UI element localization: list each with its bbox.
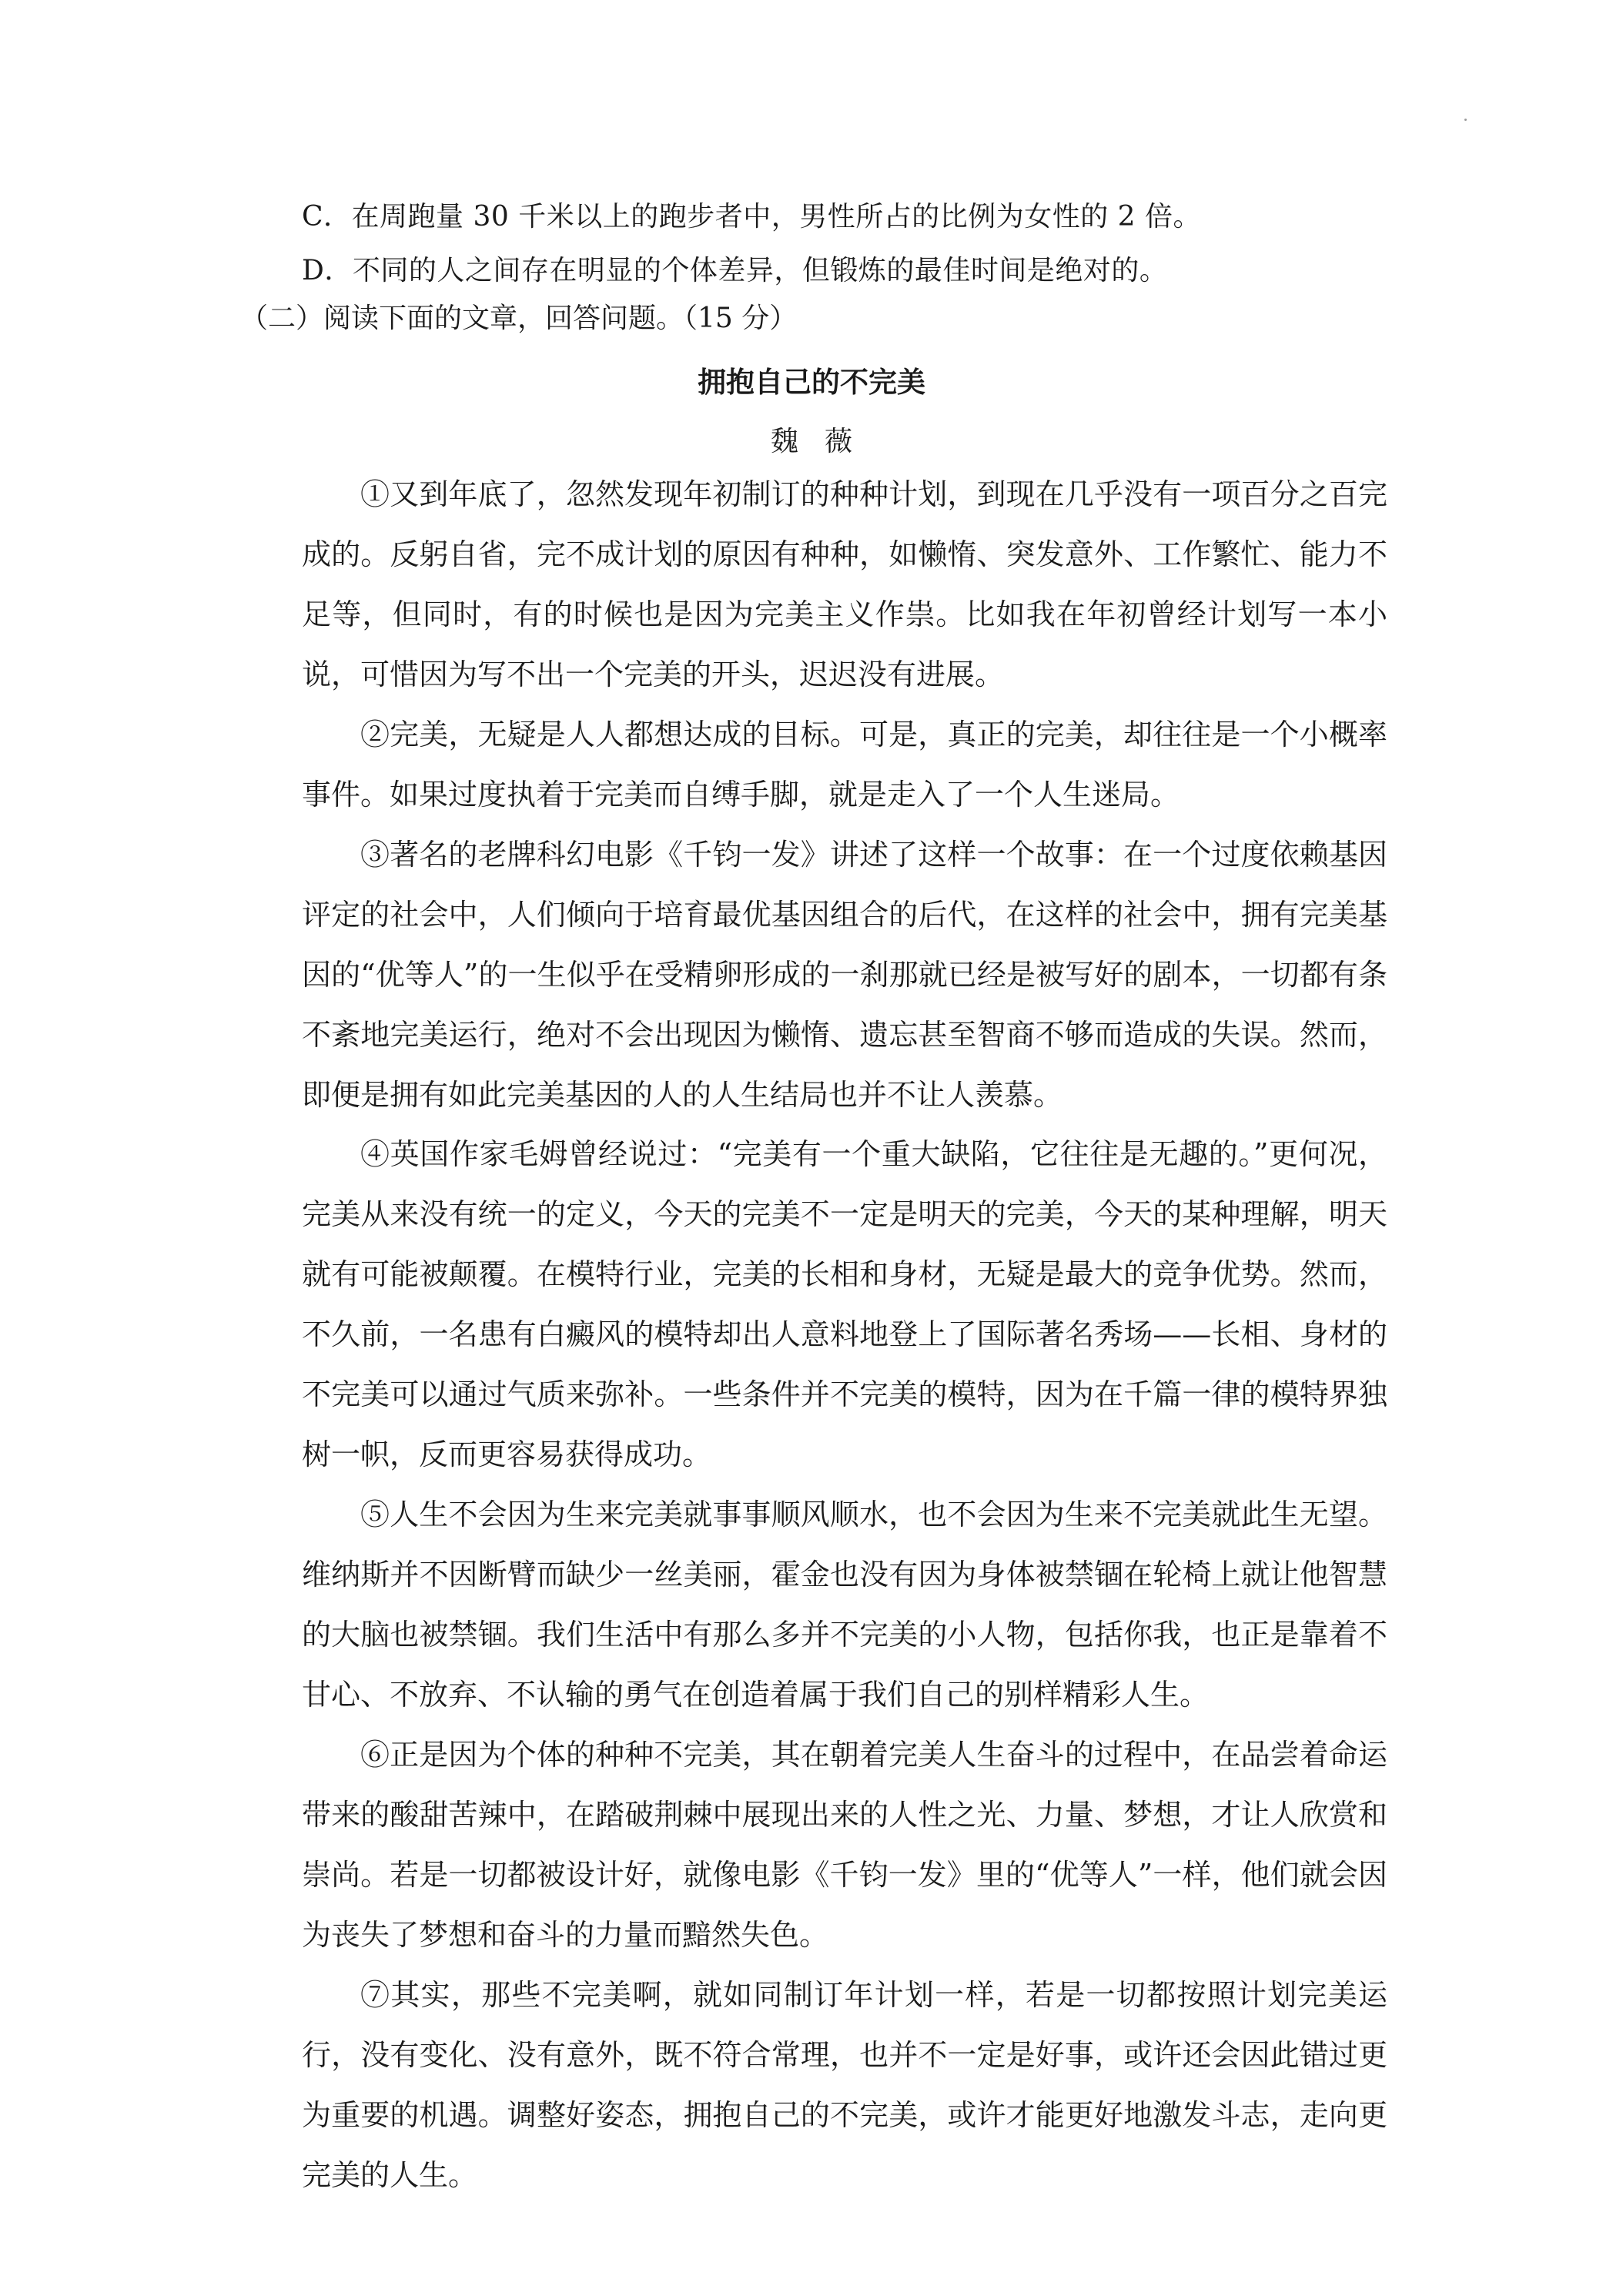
option-c: C．在周跑量 30 千米以上的跑步者中，男性所占的比例为女性的 2 倍。 — [302, 201, 1202, 233]
paragraph-7: ⑦其实，那些不完美啊，就如同制订年计划一样，若是一切都按照计划完美运行，没有变化、没有意外，既不符合常理，也并不一定是好事，或许还会因此错过更为重要的机遇。调整好姿态，拥抱自己的不完美，或许才能更好地激发斗志，走向更完美的人生。 — [302, 1978, 1387, 2192]
section-header: （二）阅读下面的文章，回答问题。（15 分） — [240, 303, 798, 334]
article-author: 魏薇 — [770, 426, 878, 457]
paragraph-4: ④英国作家毛姆曾经说过：“完美有一个重大缺陷，它往往是无趣的。”更何况，完美从来没有统一的定义，今天的完美不一定是明天的完美，今天的某种理解，明天就有可能被颠覆。在模特行业，完美的长相和身材，无疑是最大的竞争优势。然而，不久前，一名患有白癜风的模特却出人意料地登上了国际著名秀场——长相、身材的不完美可以通过气质来弥补。一些条件并不完美的模特，因为在千篇一律的模特界独树一帜，反而更容易获得成功。 — [302, 1137, 1387, 1471]
paragraph-6: ⑥正是因为个体的种种不完美，其在朝着完美人生奋斗的过程中，在品尝着命运带来的酸甜苦辣中，在踏破荆棘中展现出来的人性之光、力量、梦想，才让人欣赏和崇尚。若是一切都被设计好，就像电影《千钧一发》里的“优等人”一样，他们就会因为丧失了梦想和奋斗的力量而黯然失色。 — [302, 1738, 1387, 1952]
paragraph-2: ②完美，无疑是人人都想达成的目标。可是，真正的完美，却往往是一个小概率事件。如果过度执着于完美而自缚手脚，就是走入了一个人生迷局。 — [302, 718, 1387, 812]
scan-speck — [1464, 119, 1467, 121]
article-title: 拥抱自己的不完美 — [698, 366, 925, 399]
paragraph-3: ③著名的老牌科幻电影《千钧一发》讲述了这样一个故事：在一个过度依赖基因评定的社会中，人们倾向于培育最优基因组合的后代，在这样的社会中，拥有完美基因的“优等人”的一生似乎在受精卵形成的一刹那就已经是被写好的剧本，一切都有条不紊地完美运行，绝对不会出现因为懒惰、遗忘甚至智商不够而造成的失误。然而，即便是拥有如此完美基因的人的人生结局也并不让人羡慕。 — [302, 838, 1387, 1112]
paragraph-1: ①又到年底了，忽然发现年初制订的种种计划，到现在几乎没有一项百分之百完成的。反躬自省，完不成计划的原因有种种，如懒惰、突发意外、工作繁忙、能力不足等，但同时，有的时候也是因为完美主义作祟。比如我在年初曾经计划写一本小说，可惜因为写不出一个完美的开头，迟迟没有进展。 — [302, 477, 1387, 691]
option-d: D．不同的人之间存在明显的个体差异，但锻炼的最佳时间是绝对的。 — [302, 255, 1168, 286]
paragraph-5: ⑤人生不会因为生来完美就事事顺风顺水，也不会因为生来不完美就此生无望。维纳斯并不因断臂而缺少一丝美丽，霍金也没有因为身体被禁锢在轮椅上就让他智慧的大脑也被禁锢。我们生活中有那么多并不完美的小人物，包括你我，也正是靠着不甘心、不放弃、不认输的勇气在创造着属于我们自己的别样精彩人生。 — [302, 1498, 1387, 1712]
